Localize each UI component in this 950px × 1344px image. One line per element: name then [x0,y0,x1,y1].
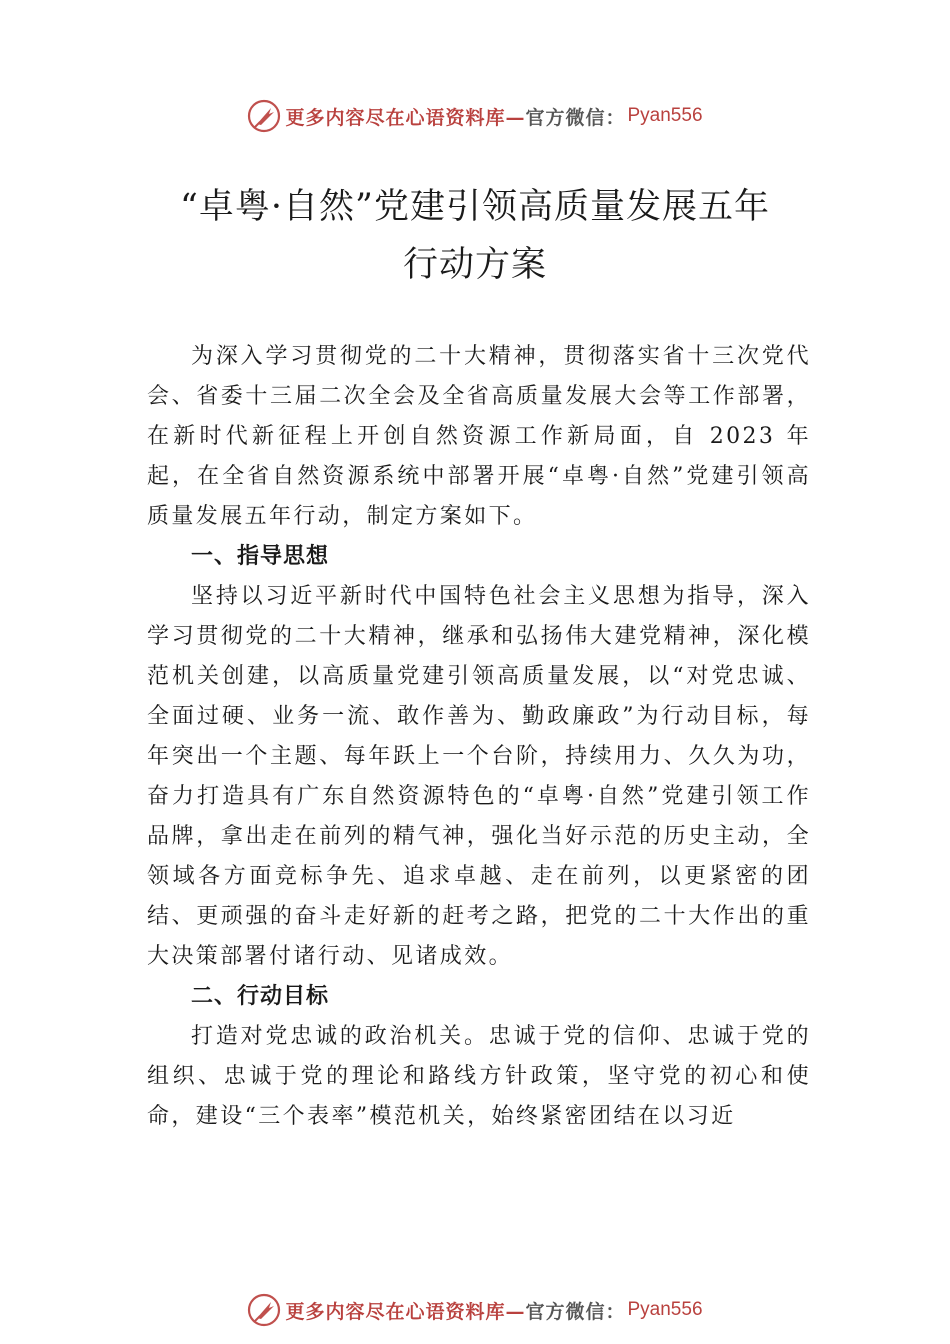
banner-text: 更多内容尽在心语资料库— [285,1300,526,1323]
title-line-1: “卓粤·自然”党建引领高质量发展五年 [180,187,770,227]
section-1-paragraph: 坚持以习近平新时代中国特色社会主义思想为指导，深入学习贯彻党的二十大精神，继承和弘扬伟大建党精神，深化模范机关创建，以高质量党建引领高质量发展，以“对党忠诚、全面过硬、业务一流、敢作善为、勤政廉政”为行动目标，每年突出一个主题、每年跃上一个台阶，持续用力、久久为功，奋力打造具有广东自然资源特色的“卓粤·自然”党建引领工作品牌，拿出走在前列的精气神，强化当好示范的历史主动，全领域各方面竞标争先、追求卓越、走在前列，以更紧密的团结、更顽强的奋斗走好新的赶考之路，把党的二十大作出的重大决策部署付诸行动、见诸成效。 [147,584,811,969]
banner-wechat-label: 官方微信： [525,106,626,129]
section-2-heading: 二、行动目标 [191,984,330,1009]
banner-wechat-label: 官方微信： [525,1300,626,1323]
section-1-heading: 一、指导思想 [191,544,330,569]
intro-paragraph: 为深入学习贯彻党的二十大精神，贯彻落实省十三次党代会、省委十三届二次全会及全省高质量发展大会等工作部署，在新时代新征程上开创自然资源工作新局面，自 2023 年起，在全省自然资源系统中部署开展“卓粤·自然”党建引领高质量发展五年行动，制定方案如下。 [147,344,811,529]
banner-wechat-id: Pyan556 [627,105,703,126]
banner-wechat-id: Pyan556 [627,1299,703,1320]
document-body [147,337,811,1137]
quill-logo-icon [247,99,281,133]
footer-watermark-banner [0,1290,950,1330]
header-watermark-banner [0,96,950,136]
section-2-paragraph: 打造对党忠诚的政治机关。忠诚于党的信仰、忠诚于党的组织、忠诚于党的理论和路线方针政策，坚守党的初心和使命，建设“三个表率”模范机关，始终紧密团结在以习近 [147,1024,811,1129]
quill-logo-icon [247,1293,281,1327]
title-line-2: 行动方案 [402,245,547,285]
banner-text: 更多内容尽在心语资料库— [285,106,526,129]
document-title [120,178,830,294]
